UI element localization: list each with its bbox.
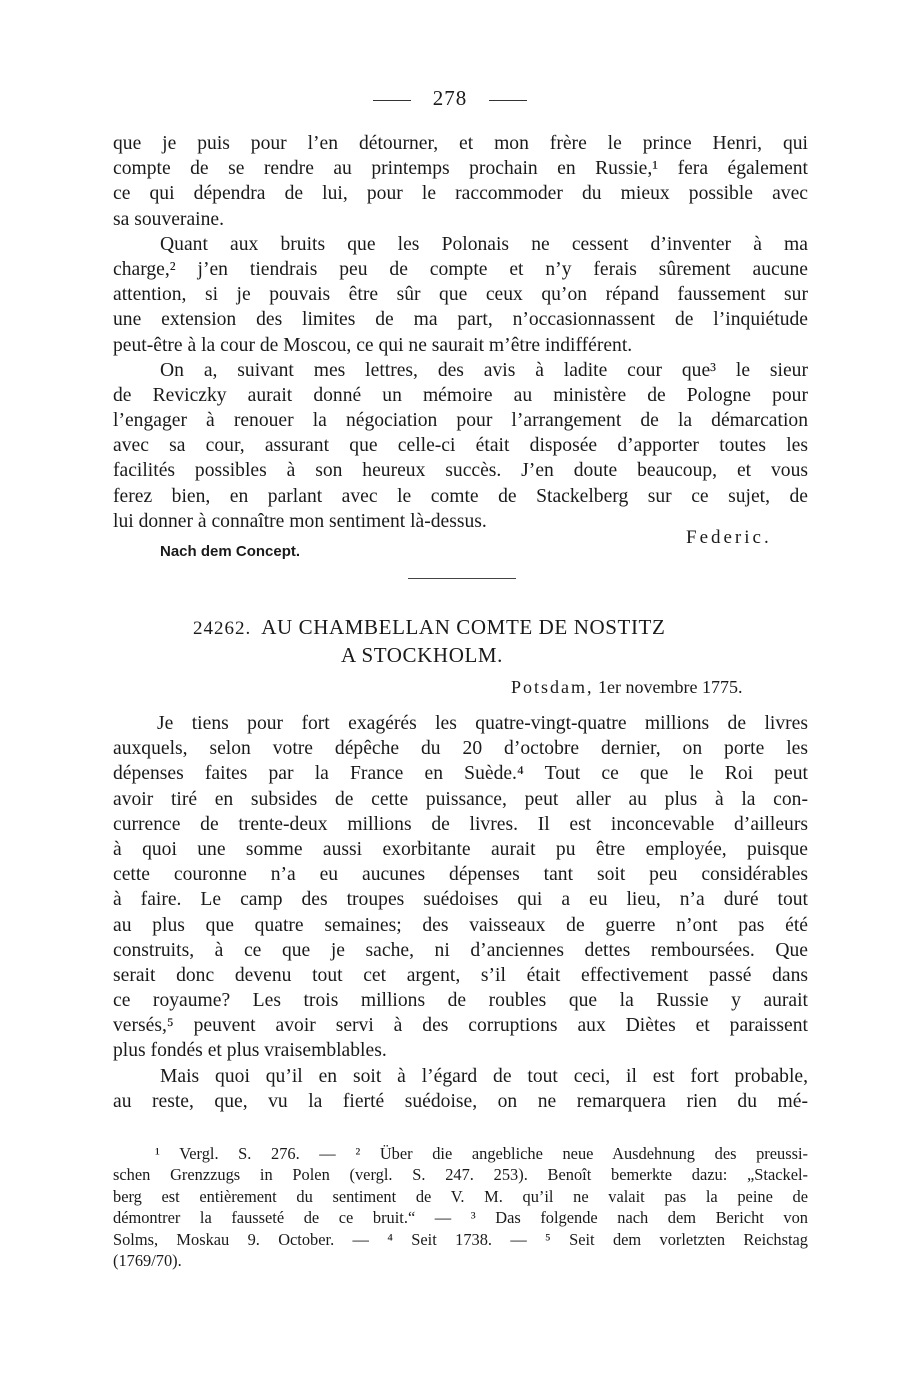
text-line: que je puis pour l’en détourner, et mon frère le prince Henri, qui [113,133,808,154]
source-note: Nach dem Concept. [160,543,301,560]
footnotes [113,1143,808,1271]
letter-title-line1: AU CHAMBELLAN COMTE DE NOSTITZ [261,615,666,639]
letter-date: 1er novembre 1775. [598,677,743,697]
page-number: 278 [432,86,468,110]
letter-title-line2: A STOCKHOLM. [341,643,504,667]
text-line: avec sa cour, assurant que celle-ci était disposée d’apporter toutes les [113,435,808,457]
text-line: ferez bien, en parlant avec le comte de Stackelberg sur ce sujet, de [113,485,808,507]
footnote-line: ¹ Vergl. S. 276. — ² Über die angebliche neue Ausdehnung des preussi- [155,1144,808,1163]
letter-body [113,711,808,1114]
header-rule-left [373,100,411,101]
text-line: peut-être à la cour de Moscou, ce qui ne saurait m’être indifférent. [113,334,633,356]
text-line: cette couronne n’a eu aucunes dépenses tant soit peu considérables [113,864,808,886]
text-line: On a, suivant mes lettres, des avis à ladite cour que³ le sieur [160,359,808,381]
text-line: Mais quoi qu’il en soit à l’égard de tout ceci, il est fort probable, [160,1065,808,1087]
text-line: l’engager à renouer la négociation pour l’arrangement de la démarcation [113,410,808,432]
text-line: dépenses faites par la France en Suède.⁴ Tout ce que le Roi peut [113,763,808,785]
text-line: une extension des limites de ma part, n’occasionnassent de l’inquiétude [113,309,808,331]
text-line: avoir tiré en subsides de cette puissance, peut aller au plus à la con- [113,788,808,810]
letter-dateline [511,677,742,698]
text-line: Quant aux bruits que les Polonais ne cessent d’inventer à ma [160,233,808,255]
footnote-line: démontrer la fausseté de ce bruit.“ — ³ Das folgende nach dem Bericht von [113,1208,808,1228]
text-line: ce qui dépendra de lui, pour le raccommoder du mieux possible avec [113,183,808,205]
text-line: charge,² j’en tiendrais peu de compte et n’y ferais sûrement aucune [113,258,808,280]
letter-number: 24262. [193,618,252,639]
footnote-line: Solms, Moskau 9. October. — ⁴ Seit 1738. — ⁵ Seit dem vorletzten Reichstag [113,1229,808,1249]
text-line: compte de se rendre au printemps prochain en Russie,¹ fera également [113,158,808,180]
text-line: facilités possibles à son heureux succès. J’en doute beaucoup, et vous [113,460,808,482]
text-line: à quoi une somme aussi exorbitante aurait pu être employée, puisque [113,838,808,860]
text-line: lui donner à connaître mon sentiment là-dessus. [113,510,487,532]
text-line: au reste, que, vu la fierté suédoise, on ne remarquera rien du mé- [113,1090,808,1112]
text-line: attention, si je pouvais être sûr que ceux qu’on répand faussement sur [113,284,808,306]
text-line: currence de trente-deux millions de livres. Il est inconcevable d’ailleurs [113,813,808,835]
text-line: sa souveraine. [113,208,224,230]
text-line: Je tiens pour fort exagérés les quatre-vingt-quatre millions de livres [157,713,808,734]
text-line: serait donc devenu tout cet argent, s’il était effectivement passé dans [113,964,808,986]
text-line: au plus que quatre semaines; des vaisseaux de guerre n’ont pas été [113,914,808,936]
letter-title [193,614,753,668]
text-line: ce royaume? Les trois millions de roubles que la Russie y aurait [113,990,808,1012]
text-line: versés,⁵ peuvent avoir servi à des corruptions aux Diètes et paraissent [113,1015,808,1037]
text-line: auxquels, selon votre dépêche du 20 d’octobre dernier, on porte les [113,738,808,760]
page-header [0,86,900,111]
letter-continuation [113,131,808,534]
text-line: à faire. Le camp des troupes suédoises qui a eu lieu, n’a duré tout [113,889,808,911]
letter-place: Potsdam, [511,677,594,697]
footnote-line: schen Grenzzugs in Polen (vergl. S. 247. 253). Benoît bemerkte dazu: „Stackel- [113,1165,808,1185]
text-line: de Reviczky aurait donné un mémoire au ministère de Pologne pour [113,384,808,406]
signature: Federic. [686,527,772,548]
footnote-line: (1769/70). [113,1250,182,1270]
section-divider [408,578,516,579]
text-line: construits, à ce que je sache, ni d’anciennes dettes remboursées. Que [113,939,808,961]
text-line: plus fondés et plus vraisemblables. [113,1040,387,1062]
header-rule-right [489,100,527,101]
footnote-line: berg est entièrement du sentiment de V. M. qu’il ne valait pas la peine de [113,1186,808,1206]
